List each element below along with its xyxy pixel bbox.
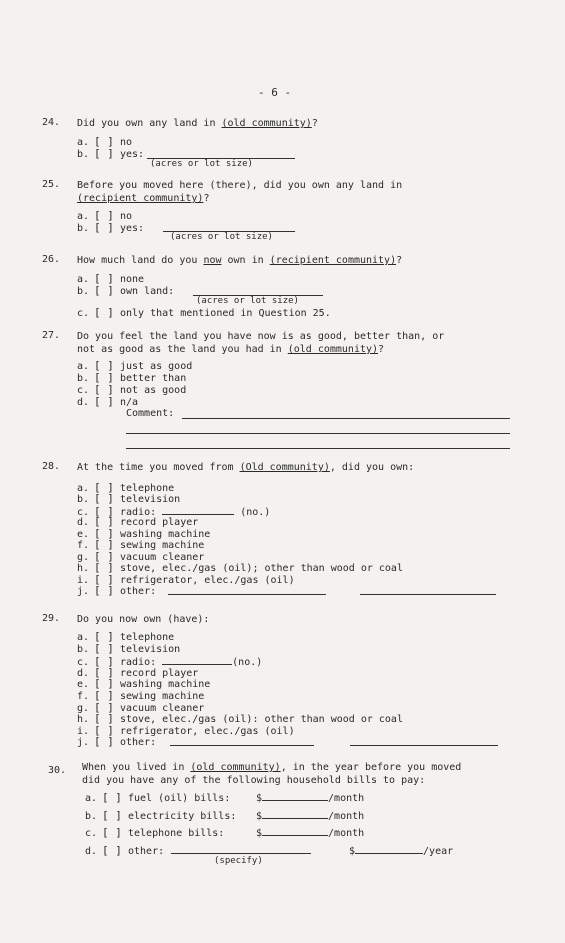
option-i[interactable]: i. [ ] refrigerator, elec./gas (oil) [77, 724, 295, 737]
option-a[interactable]: a. [ ] telephone [77, 481, 175, 494]
option-b[interactable]: b. [ ] own land: [77, 284, 175, 297]
question-text: When you lived in (old community), in the year before you moved did you have any of the following household bills to pay: [82, 762, 462, 786]
quantity-field[interactable] [162, 655, 232, 665]
other-line-2[interactable] [350, 745, 498, 746]
option-b[interactable]: b. [ ] better than [77, 371, 187, 384]
option-c[interactable]: c. [ ] not as good [77, 383, 187, 396]
checkbox[interactable]: [ ] [94, 630, 114, 643]
checkbox[interactable]: [ ] [94, 538, 114, 551]
comment-line-3[interactable] [126, 448, 510, 449]
specify-field[interactable] [171, 844, 311, 854]
checkbox[interactable]: [ ] [94, 584, 114, 597]
checkbox[interactable]: [ ] [94, 677, 114, 690]
checkbox[interactable]: [ ] [94, 724, 114, 737]
checkbox[interactable]: [ ] [94, 701, 114, 714]
checkbox[interactable]: [ ] [94, 573, 114, 586]
option-j[interactable]: j. [ ] other: [77, 735, 157, 748]
checkbox[interactable]: [ ] [94, 689, 114, 702]
checkbox[interactable]: [ ] [94, 642, 114, 655]
option-e[interactable]: e. [ ] washing machine [77, 677, 211, 690]
option-b[interactable]: b. [ ] television [77, 492, 181, 505]
other-line-1[interactable] [168, 594, 326, 595]
question-number: 29. [42, 613, 61, 624]
option-f[interactable]: f. [ ] sewing machine [77, 538, 205, 551]
option-a[interactable]: a. [ ] just as good [77, 359, 193, 372]
caption: (acres or lot size) [150, 159, 253, 169]
other-line-1[interactable] [170, 745, 314, 746]
option-a[interactable]: a. [ ] no [77, 135, 133, 148]
option-f[interactable]: f. [ ] sewing machine [77, 689, 205, 702]
checkbox[interactable]: [ ] [94, 655, 114, 668]
question-number: 28. [42, 461, 61, 472]
checkbox[interactable]: [ ] [94, 359, 114, 372]
comment-line-1[interactable] [182, 418, 510, 419]
option-a[interactable]: a. [ ] telephone [77, 630, 175, 643]
checkbox[interactable]: [ ] [94, 209, 114, 222]
checkbox[interactable]: [ ] [94, 666, 114, 679]
checkbox[interactable]: [ ] [94, 135, 114, 148]
amount-field[interactable] [262, 809, 328, 819]
option-a[interactable]: a. [ ] none [77, 272, 145, 285]
comment-label: Comment: [126, 408, 175, 419]
question-text: Do you feel the land you have now is as good, better than, or not as good as the land you had in (old community)? [77, 331, 445, 355]
checkbox[interactable]: [ ] [102, 809, 122, 822]
option-c[interactable]: c. [ ] radio: (no.) [77, 505, 271, 518]
option-b[interactable]: b. [ ] electricity bills: $ /month [85, 809, 365, 822]
option-h[interactable]: h. [ ] stove, elec./gas (oil); other than wood or coal [77, 561, 403, 574]
question-text: How much land do you now own in (recipient community)? [77, 255, 403, 266]
option-a[interactable]: a. [ ] no [77, 209, 133, 222]
checkbox[interactable]: [ ] [94, 712, 114, 725]
amount-field[interactable] [355, 844, 423, 854]
checkbox[interactable]: [ ] [94, 505, 114, 518]
checkbox[interactable]: [ ] [94, 492, 114, 505]
question-number: 30. [48, 765, 67, 776]
question-number: 26. [42, 254, 61, 265]
checkbox[interactable]: [ ] [94, 481, 114, 494]
checkbox[interactable]: [ ] [102, 826, 122, 839]
option-e[interactable]: e. [ ] washing machine [77, 527, 211, 540]
option-i[interactable]: i. [ ] refrigerator, elec./gas (oil) [77, 573, 295, 586]
checkbox[interactable]: [ ] [94, 515, 114, 528]
caption: (specify) [214, 856, 263, 866]
checkbox[interactable]: [ ] [94, 147, 114, 160]
checkbox[interactable]: [ ] [102, 791, 122, 804]
amount-field[interactable] [262, 826, 328, 836]
amount-field[interactable] [262, 791, 328, 801]
checkbox[interactable]: [ ] [94, 272, 114, 285]
comment-line-2[interactable] [126, 433, 510, 434]
other-line-2[interactable] [360, 594, 496, 595]
page-number: - 6 - [258, 86, 292, 99]
question-text: Do you now own (have): [77, 614, 210, 625]
checkbox[interactable]: [ ] [94, 527, 114, 540]
option-d[interactable]: d. [ ] n/a [77, 395, 139, 408]
checkbox[interactable]: [ ] [94, 284, 114, 297]
option-c[interactable]: c. [ ] radio: (no.) [77, 655, 263, 668]
option-j[interactable]: j. [ ] other: [77, 584, 157, 597]
checkbox[interactable]: [ ] [102, 844, 122, 857]
question-number: 24. [42, 117, 61, 128]
checkbox[interactable]: [ ] [94, 371, 114, 384]
option-b[interactable]: b. [ ] yes: [77, 221, 145, 234]
checkbox[interactable]: [ ] [94, 395, 114, 408]
option-b[interactable]: b. [ ] yes: [77, 147, 145, 160]
checkbox[interactable]: [ ] [94, 306, 114, 319]
option-c[interactable]: c. [ ] only that mentioned in Question 25. [77, 306, 331, 319]
question-text: Did you own any land in (old community)? [77, 118, 318, 129]
option-h[interactable]: h. [ ] stove, elec./gas (oil): other than wood or coal [77, 712, 403, 725]
question-number: 25. [42, 179, 61, 190]
option-b[interactable]: b. [ ] television [77, 642, 181, 655]
caption: (acres or lot size) [170, 232, 273, 242]
checkbox[interactable]: [ ] [94, 383, 114, 396]
option-g[interactable]: g. [ ] vacuum cleaner [77, 701, 205, 714]
option-a[interactable]: a. [ ] fuel (oil) bills: $ /month [85, 791, 365, 804]
caption: (acres or lot size) [196, 296, 299, 306]
quantity-field[interactable] [162, 505, 234, 515]
option-c[interactable]: c. [ ] telephone bills: $ /month [85, 826, 365, 839]
option-d[interactable]: d. [ ] record player [77, 515, 199, 528]
checkbox[interactable]: [ ] [94, 561, 114, 574]
question-number: 27. [42, 330, 61, 341]
checkbox[interactable]: [ ] [94, 735, 114, 748]
option-g[interactable]: g. [ ] vacuum cleaner [77, 550, 205, 563]
option-d[interactable]: d. [ ] other: $ /year [85, 844, 454, 857]
checkbox[interactable]: [ ] [94, 550, 114, 563]
checkbox[interactable]: [ ] [94, 221, 114, 234]
question-text: At the time you moved from (Old community), did you own: [77, 462, 415, 473]
option-d[interactable]: d. [ ] record player [77, 666, 199, 679]
question-text: Before you moved here (there), did you own any land in (recipient community)? [77, 180, 403, 204]
